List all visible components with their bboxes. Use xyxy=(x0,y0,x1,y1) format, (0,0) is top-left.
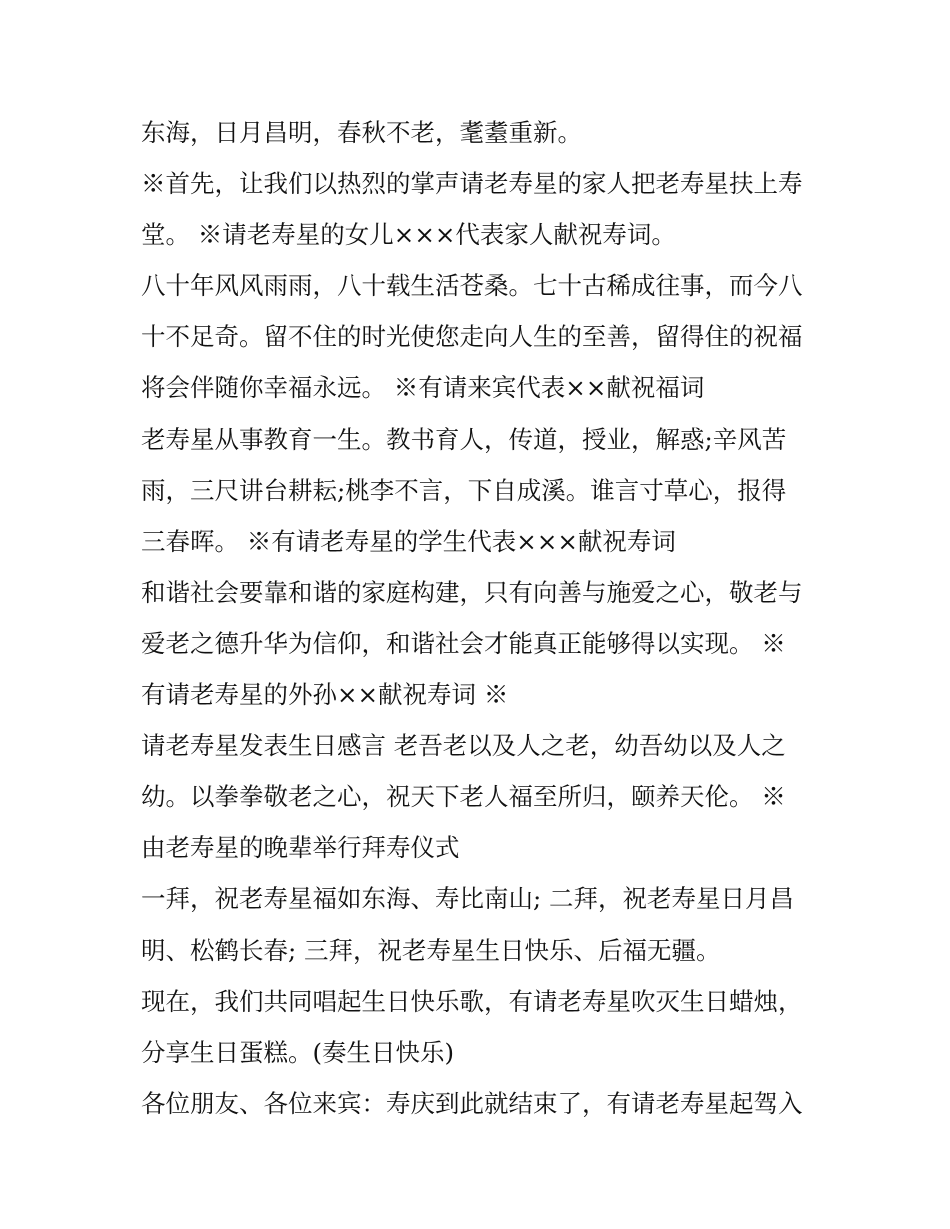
text-line-18: 现在，我们共同唱起生日快乐歌，有请老寿星吹灭生日蜡烛， xyxy=(141,986,803,1016)
text-line-20: 各位朋友、各位来宾：寿庆到此就结束了，有请老寿星起驾入 xyxy=(141,1088,803,1118)
text-line-9: 三春晖。 ※有请老寿星的学生代表×××献祝寿词 xyxy=(141,526,676,556)
text-line-17: 明、松鹤长春; 三拜，祝老寿星生日快乐、后福无疆。 xyxy=(141,935,721,965)
text-line-13: 请老寿星发表生日感言 老吾老以及人之老，幼吾幼以及人之 xyxy=(141,731,786,761)
text-line-8: 雨，三尺讲台耕耘;桃李不言，下自成溪。谁言寸草心，报得 xyxy=(141,475,787,505)
text-line-10: 和谐社会要靠和谐的家庭构建，只有向善与施爱之心，敬老与 xyxy=(141,577,803,607)
text-line-12: 有请老寿星的外孙××献祝寿词 ※ xyxy=(141,680,509,710)
text-line-1: 东海，日月昌明，春秋不老，耄耋重新。 xyxy=(141,118,582,147)
text-line-2: ※首先，让我们以热烈的掌声请老寿星的家人把老寿星扶上寿 xyxy=(141,169,803,199)
text-line-16: 一拜，祝老寿星福如东海、寿比南山; 二拜，祝老寿星日月昌 xyxy=(141,884,795,914)
text-line-15: 由老寿星的晚辈举行拜寿仪式 xyxy=(141,833,460,863)
text-line-6: 将会伴随你幸福永远。 ※有请来宾代表××献祝福词 xyxy=(141,373,705,403)
text-line-4: 八十年风风雨雨，八十载生活苍桑。七十古稀成往事，而今八 xyxy=(141,271,803,301)
text-line-19: 分享生日蛋糕。(奏生日快乐) xyxy=(141,1037,455,1067)
text-line-3: 堂。 ※请老寿星的女儿×××代表家人献祝寿词。 xyxy=(141,220,676,250)
text-line-11: 爱老之德升华为信仰，和谐社会才能真正能够得以实现。 ※ xyxy=(141,628,786,658)
document-body-text xyxy=(141,107,821,1129)
text-line-5: 十不足奇。留不住的时光使您走向人生的至善，留得住的祝福 xyxy=(141,322,803,352)
text-line-7: 老寿星从事教育一生。教书育人，传道，授业，解惑;辛风苦 xyxy=(141,424,787,454)
text-line-14: 幼。以拳拳敬老之心，祝天下老人福至所归，颐养天伦。 ※ xyxy=(141,782,786,812)
